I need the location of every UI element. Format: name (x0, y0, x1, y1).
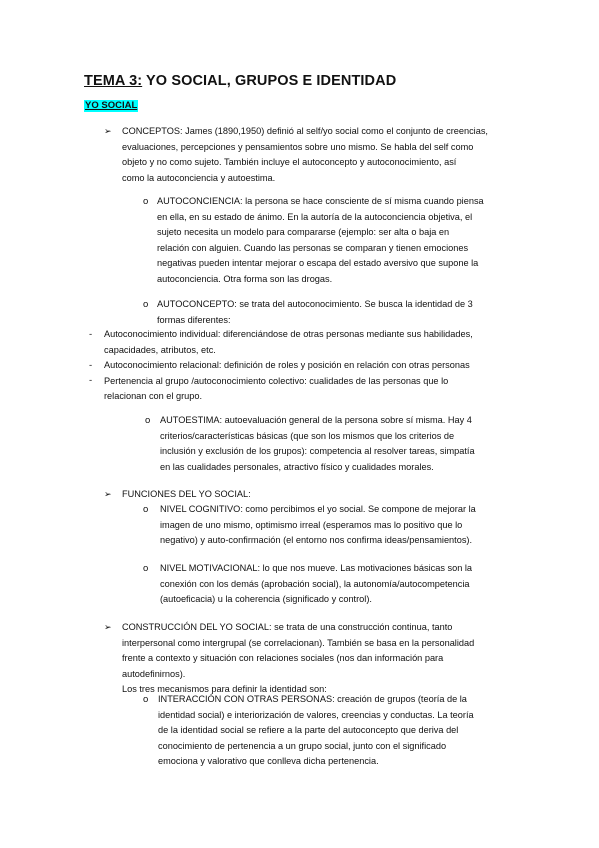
cognitivo-paragraph (160, 502, 476, 549)
autoestima-paragraph (160, 413, 475, 475)
text-line: autoconciencia. Otra forma son las drogas. (157, 273, 333, 284)
text-line: inclusión y exclusión de los grupos): competencia al resolver tareas, simpatía (160, 446, 475, 456)
dash-bullet-icon: - (89, 329, 93, 340)
interaccion-paragraph (158, 692, 474, 770)
text-line: objeto y no como sujeto. También incluye el autoconcepto y autoconocimiento, así (122, 157, 457, 167)
circle-bullet-icon: o (143, 563, 149, 574)
section-heading: YO SOCIAL (85, 100, 138, 111)
text-line: negativo) y auto-confirmación (el entorno nos confirma ideas/pensamientos). (160, 535, 473, 545)
autoconcepto-paragraph (157, 297, 473, 328)
text-line: en las cualidades personales, atractivo físico y cualidades morales. (160, 461, 434, 472)
arrow-bullet-icon: ➢ (104, 622, 112, 632)
text-line: FUNCIONES DEL YO SOCIAL: (122, 489, 251, 499)
text-line: interpersonal como intergrupal (se correlacionan). También se basa en la personalidad (122, 637, 475, 648)
funciones-heading (122, 487, 251, 503)
title-text: YO SOCIAL, GRUPOS E IDENTIDAD (142, 73, 397, 89)
circle-bullet-icon: o (143, 504, 149, 515)
list-item: Autoconocimiento individual: diferenciándose de otras personas mediante sus habilidades, (104, 329, 473, 339)
text-line: AUTOESTIMA: autoevaluación general de la persona sobre sí misma. Hay 4 (160, 415, 472, 425)
list-item: Pertenencia al grupo /autoconocimiento colectivo: cualidades de las personas que lo (104, 375, 449, 386)
construccion-paragraph (122, 620, 474, 698)
text-line: conocimiento de pertenencia a un grupo social, junto con el significado (158, 740, 447, 751)
circle-bullet-icon: o (143, 299, 149, 310)
text-line: NIVEL MOTIVACIONAL: lo que nos mueve. Las motivaciones básicas son la (160, 563, 473, 573)
text-line: relación con alguien. Cuando las personas se comparan y tienen emociones (157, 242, 469, 253)
text-line: Los tres mecanismos para definir la identidad son: (122, 684, 327, 694)
text-line: de la identidad social se refiere a la parte del autoconcepto que deriva del (158, 725, 459, 735)
page-title (84, 73, 396, 89)
text-line: identidad social) e interiorización de valores, creencias y conductas. La teoría (158, 709, 474, 720)
circle-bullet-icon: o (145, 415, 151, 426)
text-line: CONSTRUCCIÓN DEL YO SOCIAL: se trata de una construcción continua, tanto (122, 622, 453, 632)
text-line: formas diferentes: (157, 314, 231, 325)
text-line: frente a contexto y situación con relaciones sociales (nos dan información para (122, 653, 444, 663)
text-line: conexión con los demás (aprobación social), la autonomía/autocompetencia (160, 578, 470, 589)
text-line: sujeto necesita un modelo para compararse (ejemplo: ser alta o baja en (157, 227, 450, 237)
title-number: TEMA 3: (84, 73, 143, 89)
text-line: CONCEPTOS: James (1890,1950) definió al self/yo social como el conjunto de creencias, (122, 126, 488, 136)
circle-bullet-icon: o (143, 694, 149, 705)
text-line: emociona y valorativo que conlleva dicha pertenencia. (158, 756, 379, 766)
dash-bullet-icon: - (89, 360, 93, 371)
arrow-bullet-icon: ➢ (104, 489, 112, 499)
autoconciencia-paragraph (157, 194, 484, 287)
text-line: negativas pueden intentar mejorar o escapa del estado aversivo que supone la (157, 258, 479, 268)
conceptos-paragraph (122, 124, 488, 186)
list-item: capacidades, atributos, etc. (104, 344, 216, 355)
text-line: (autoeficacia) u la coherencia (significado y control). (160, 594, 372, 604)
list-item: Autoconocimiento relacional: definición de roles y posición en relación con otras personas (104, 360, 470, 370)
text-line: criterios/características básicas (que son los mismos que los criterios de (160, 430, 455, 441)
text-line: INTERACCIÓN CON OTRAS PERSONAS: creación de grupos (teoría de la (158, 694, 467, 704)
motivacional-paragraph (160, 561, 472, 608)
identity-forms-list (104, 327, 473, 405)
text-line: evaluaciones, percepciones y pensamientos sobre uno mismo. Se habla del self como (122, 141, 474, 152)
text-line: imagen de uno mismo, optimismo irreal (esperamos mas lo positivo que lo (160, 519, 463, 530)
text-line: NIVEL COGNITIVO: como percibimos el yo social. Se compone de mejorar la (160, 504, 476, 514)
arrow-bullet-icon: ➢ (104, 126, 112, 136)
text-line: en ella, en su estado de ánimo. En la autoría de la autoconciencia objetiva, el (157, 211, 473, 222)
list-item: relacionan con el grupo. (104, 391, 203, 401)
circle-bullet-icon: o (143, 196, 149, 207)
text-line: AUTOCONCIENCIA: la persona se hace consciente de sí misma cuando piensa (157, 196, 484, 206)
dash-bullet-icon: - (89, 375, 93, 386)
text-line: como la autoconciencia y autoestima. (122, 172, 276, 183)
text-line: autodefinirnos). (122, 668, 186, 679)
text-line: AUTOCONCEPTO: se trata del autoconocimiento. Se busca la identidad de 3 (157, 299, 473, 309)
